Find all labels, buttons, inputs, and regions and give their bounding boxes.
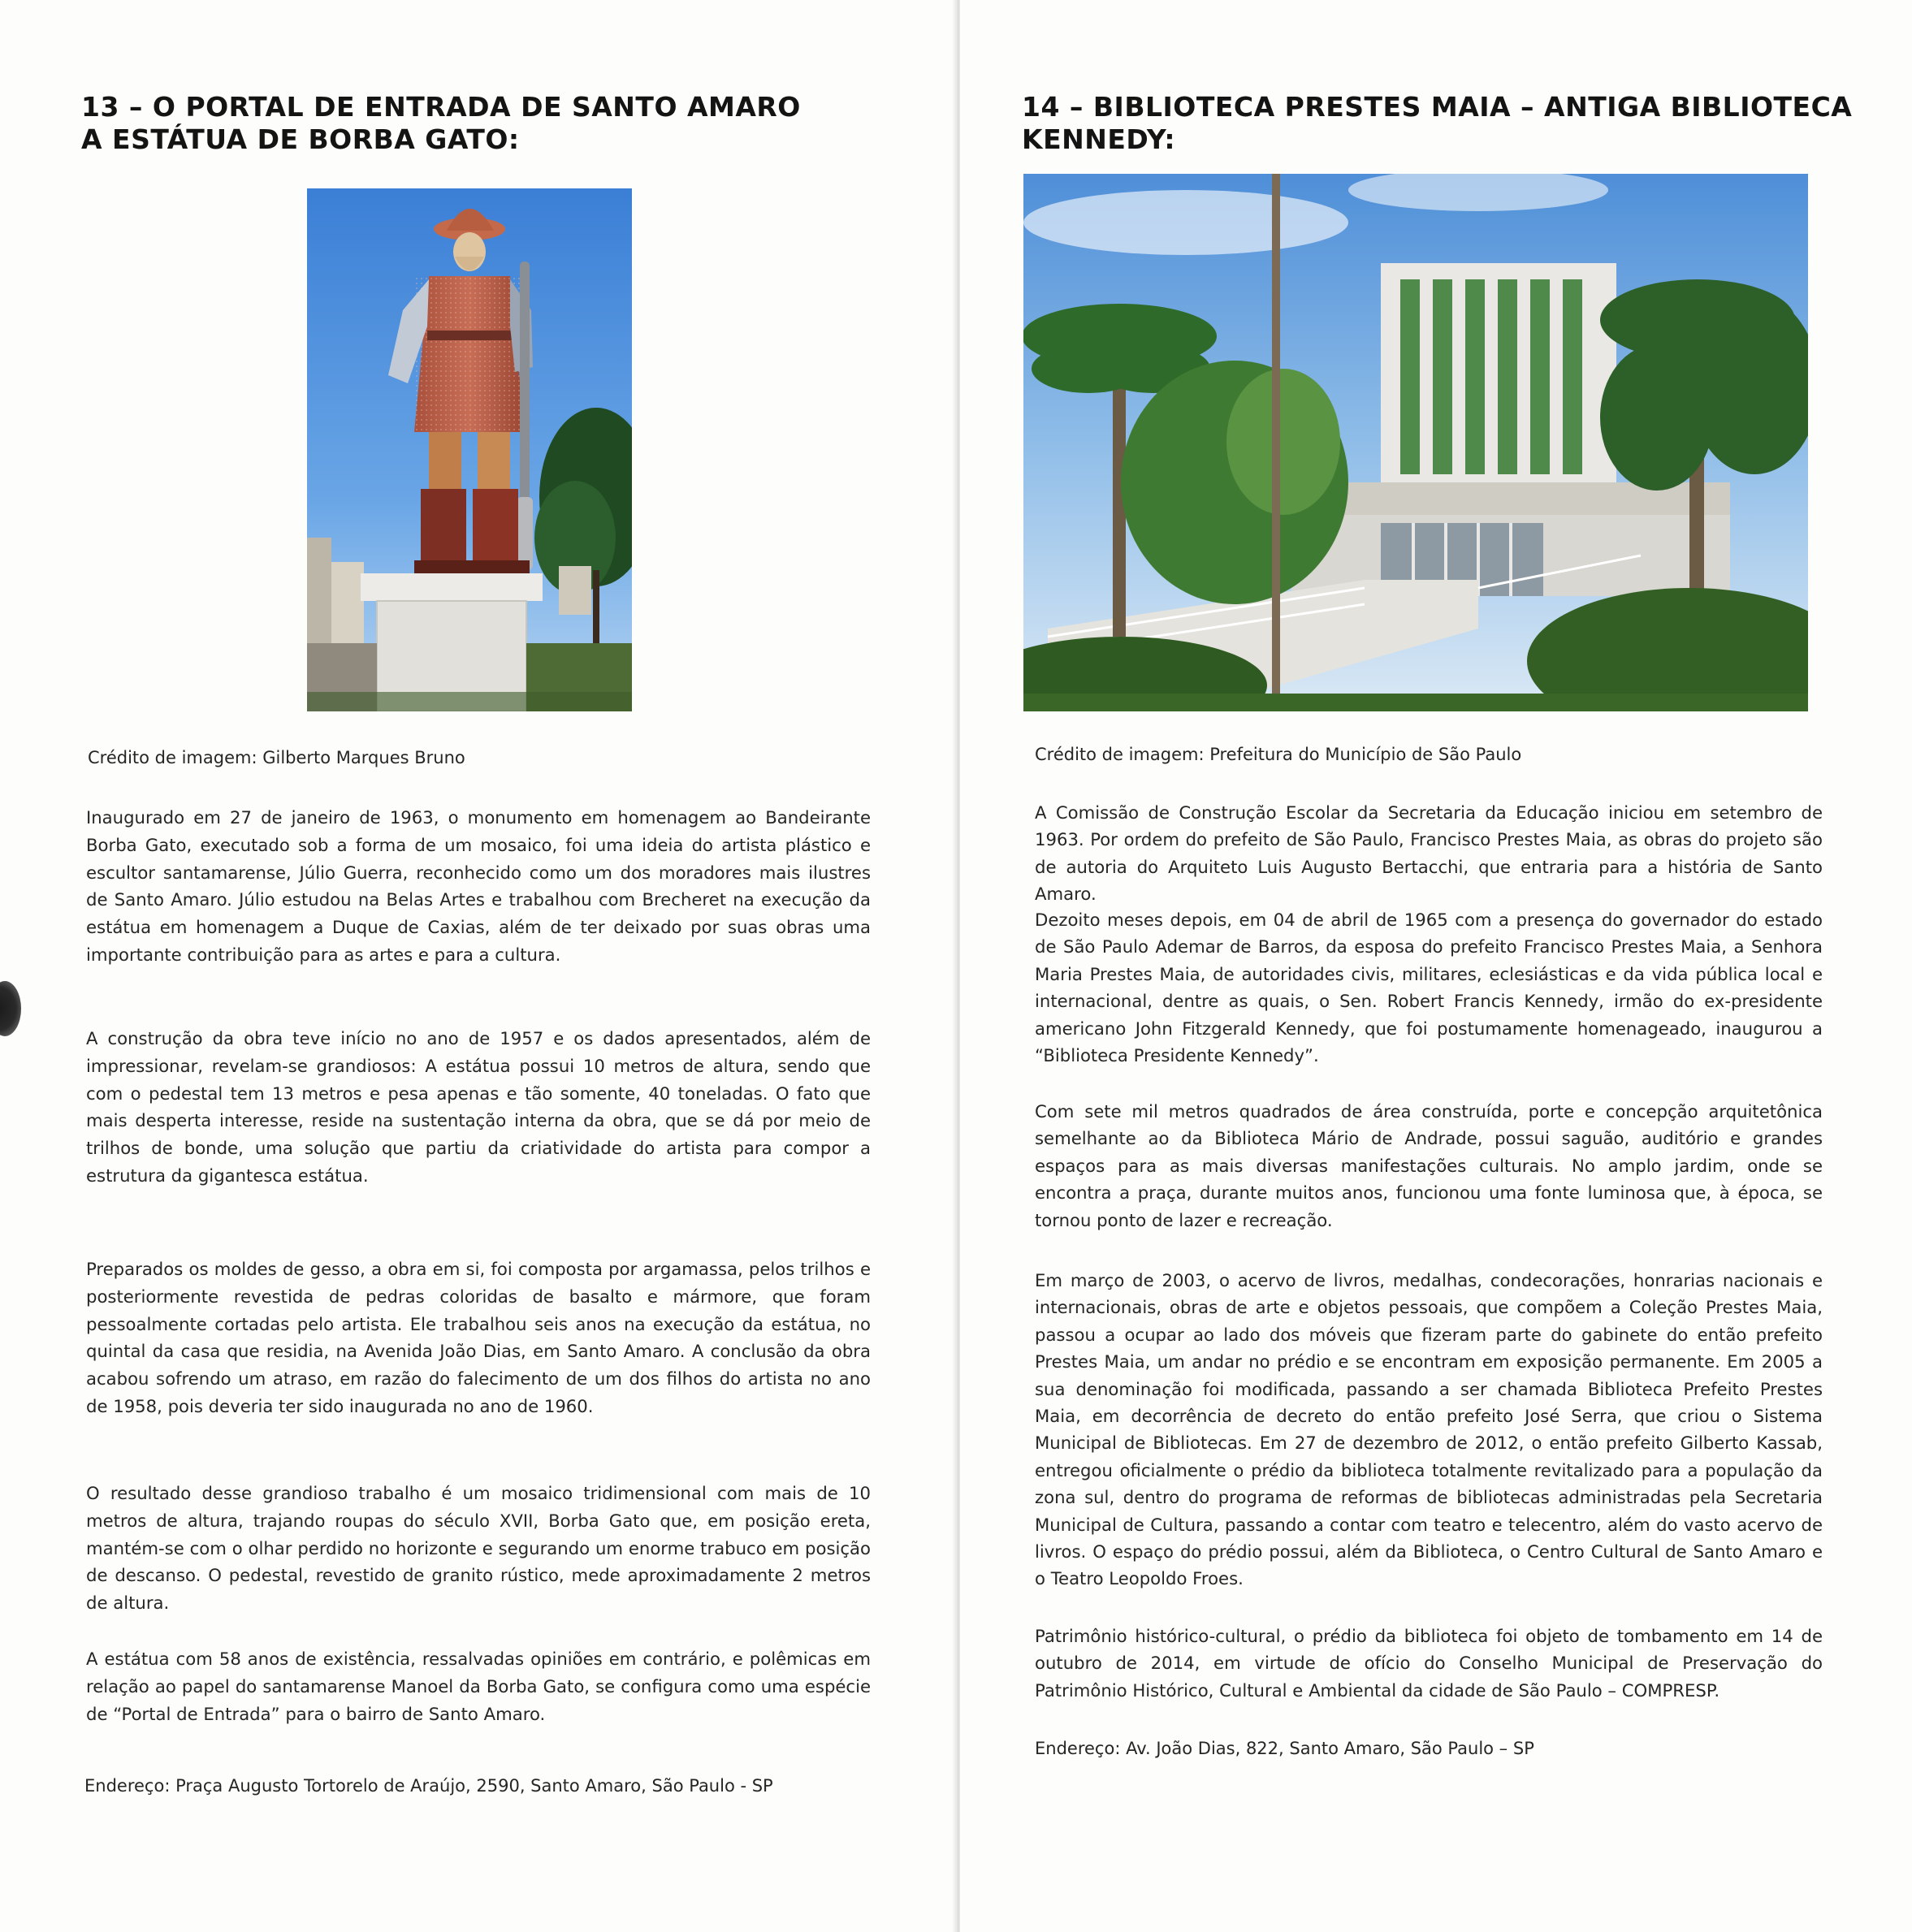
left-paragraph-5: A estátua com 58 anos de existência, ressalvadas opiniões em contrário, e polêmicas em relação ao papel do santamarense Manoel da Borba Gato, se configura como uma espécie de “Portal de Entrada” para o bairro de Santo Amaro. <box>86 1649 871 1724</box>
left-address: Endereço: Praça Augusto Tortorelo de Araújo, 2590, Santo Amaro, São Paulo - SP <box>84 1776 773 1796</box>
left-page-heading <box>81 91 801 156</box>
left-heading-line2: A ESTÁTUA DE BORBA GATO: <box>81 123 520 155</box>
left-paragraph-3: Preparados os moldes de gesso, a obra em si, foi composta por argamassa, pelos trilhos e posteriormente revestida de pedras coloridas de basalto e mármore, que foram pessoalmente cortadas pelo artista. Ele trabalhou seis anos na execução da estátua, no quintal da casa que residia, na Avenida João Dias, em Santo Amaro. A conclusão da obra acabou sofrendo um atraso, em razão do falecimento de um dos filhos do artista no ano de 1958, pois deveria ter sido inaugurada no ano de 1960. <box>86 1259 871 1416</box>
right-paragraph-4: Em março de 2003, o acervo de livros, medalhas, condecorações, honrarias nacionais e internacionais, obras de arte e objetos pessoais, que compõem a Coleção Prestes Maia, passou a ocupar ao lado dos móveis que fizeram parte do gabinete do então prefeito Prestes Maia, um andar no prédio e se encontram em exposição permanente. Em 2005 a sua denominação foi modificada, passando a ser chamada Biblioteca Prefeito Prestes Maia, em decorrência de decreto do então prefeito José Serra, que criou o Sistema Municipal de Bibliotecas. Em 27 de dezembro de 2012, o então prefeito Gilberto Kassab, entregou oficialmente o prédio da biblioteca totalmente revitalizado para a população da zona sul, dentro do programa de reformas de bibliotecas administradas pela Secretaria Municipal de Cultura, passando a contar com teatro e telecentro, além do vasto acervo de livros. O espaço do prédio possui, além da Biblioteca, o Centro Cultural de Santo Amaro e o Teatro Leopoldo Froes. <box>1035 1270 1823 1589</box>
left-page <box>0 0 955 1932</box>
right-heading-line1: 14 – BIBLIOTECA PRESTES MAIA – ANTIGA BIBLIOTECA <box>1022 91 1853 123</box>
left-image-credit: Crédito de imagem: Gilberto Marques Bruno <box>88 748 465 767</box>
right-paragraph-2: Dezoito meses depois, em 04 de abril de 1965 com a presença do governador do estado de São Paulo Ademar de Barros, da esposa do prefeito Francisco Prestes Maia, a Senhora Maria Prestes Maia, de autoridades civis, militares, eclesiásticas e da vida pública local e internacional, dentre as quais, o Sen. Robert Francis Kennedy, irmão do ex-presidente americano John Fitzgerald Kennedy, que foi postumamente homenageado, inaugurou a “Biblioteca Presidente Kennedy”. <box>1035 910 1823 1066</box>
right-heading-line2: KENNEDY: <box>1022 123 1176 155</box>
right-address: Endereço: Av. João Dias, 822, Santo Amaro, São Paulo – SP <box>1035 1739 1534 1758</box>
left-paragraph-4: O resultado desse grandioso trabalho é um mosaico tridimensional com mais de 10 metros de altura, trajando roupas do século XVII, Borba Gato que, em posição ereta, mantém-se com o olhar perdido no horizonte e segurando um enorme trabuco em posição de descanso. O pedestal, revestido de granito rústico, mede aproximadamente 2 metros de altura. <box>86 1483 871 1614</box>
right-paragraph-1: A Comissão de Construção Escolar da Secretaria da Educação iniciou em setembro de 1963. Por ordem do prefeito de São Paulo, Francisco Prestes Maia, as obras do projeto são de autoria do Arquiteto Luis Augusto Bertacchi, que entraria para a história de Santo Amaro. <box>1035 802 1823 905</box>
biblioteca-prestes-maia-photo <box>1023 174 1808 711</box>
borba-gato-statue-photo <box>307 188 632 711</box>
right-image-credit: Crédito de imagem: Prefeitura do Município de São Paulo <box>1035 745 1522 764</box>
right-page-heading <box>1022 91 1867 156</box>
right-paragraph-3: Com sete mil metros quadrados de área construída, porte e concepção arquitetônica semelhante ao da Biblioteca Mário de Andrade, possui saguão, auditório e grandes espaços para as mais diversas manifestações culturais. No amplo jardim, onde se encontra a praça, durante muitos anos, funcionou uma fonte luminosa que, à época, se tornou ponto de lazer e recreação. <box>1035 1101 1823 1230</box>
left-paragraph-2: A construção da obra teve início no ano de 1957 e os dados apresentados, além de impressionar, revelam-se grandiosos: A estátua possui 10 metros de altura, sendo que com o pedestal tem 13 metros e pesa apenas e tão somente, 40 toneladas. O fato que mais desperta interesse, reside na sustentação interna da obra, que se dá por meio de trilhos de bonde, uma solução que partiu da criatividade do artista para compor a estrutura da gigantesca estátua. <box>86 1028 871 1186</box>
left-paragraph-1: Inaugurado em 27 de janeiro de 1963, o monumento em homenagem ao Bandeirante Borba Gato, executado sob a forma de um mosaico, foi uma ideia do artista plástico e escultor santamarense, Júlio Guerra, reconhecido como um dos moradores mais ilustres de Santo Amaro. Júlio estudou na Belas Artes e trabalhou com Brecheret na execução da estátua em homenagem a Duque de Caxias, além de ter deixado por suas obras uma importante contribuição para as artes e para a cultura. <box>86 807 871 965</box>
ink-blot <box>0 981 21 1036</box>
right-page <box>960 0 1912 1932</box>
right-paragraph-5: Patrimônio histórico-cultural, o prédio da biblioteca foi objeto de tombamento em 14 de outubro de 2014, em virtude de ofício do Conselho Municipal de Preservação do Patrimônio Histórico, Cultural e Ambiental da cidade de São Paulo – COMPRESP. <box>1035 1626 1823 1701</box>
left-heading-line1: 13 – O PORTAL DE ENTRADA DE SANTO AMARO <box>81 91 801 123</box>
